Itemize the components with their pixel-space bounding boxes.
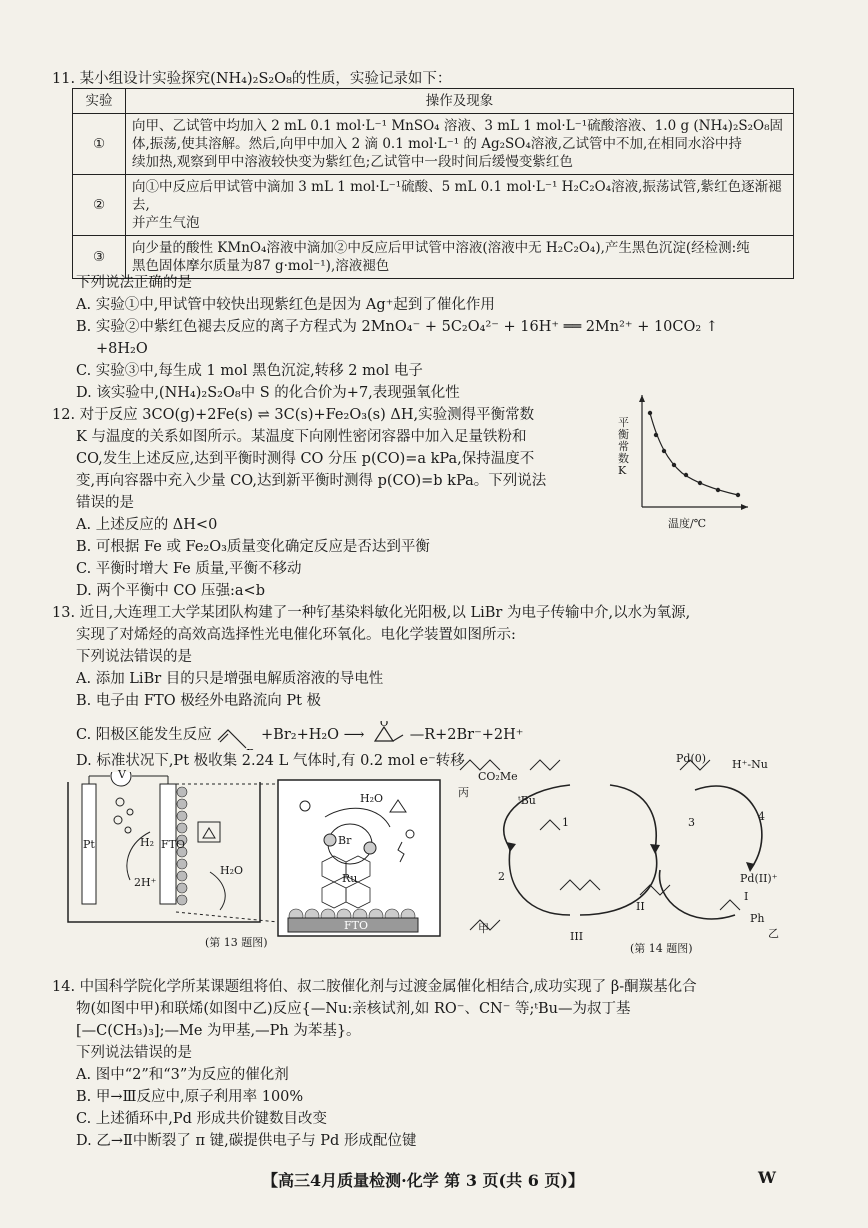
label-roman-2: II [636,900,645,913]
q13-option-c-eq2: —R+2Br⁻+2H⁺ [409,727,524,743]
data-point [672,463,676,467]
q11-prompt: 下列说法正确的是 [76,275,192,291]
row-text [126,114,794,175]
q14-option-b: B. 甲→Ⅲ反应中,原子利用率 100% [76,1089,304,1105]
row-line: 体,振荡,使其溶解。然后,向甲中加入 2 滴 0.1 mol·L⁻¹ 的 Ag₂SO₄溶液,乙试管中不加,在相同水浴中持 [132,136,742,152]
row-line: 续加热,观察到甲中溶液较快变为紫红色;乙试管中一段时间后缓慢变紫红色 [132,154,573,170]
br-label: Br [338,834,352,847]
data-point [654,433,658,437]
q13-line: 下列说法错误的是 [76,649,192,665]
label-pd2: Pd(II)⁺ [740,872,778,885]
step-4: 4 [758,810,765,823]
fto-bottom-label: FTO [344,919,368,932]
q11-table [72,88,794,279]
row-no: ① [73,114,126,175]
q13-option-c-text: C. 阳极区能发生反应 [76,727,212,743]
row-line: 黑色固体摩尔质量为87 g·mol⁻¹),溶液褪色 [132,258,390,274]
label-jia: 甲 [478,922,489,935]
label-tbu: ᵗBu [518,794,536,807]
alkene-structure [216,720,256,750]
label-ph: Ph [750,912,765,925]
q14-line: 下列说法错误的是 [76,1045,192,1061]
q14-line: 物(如图中甲)和联烯(如图中乙)反应{—Nu:亲核试剂,如 RO⁻、CN⁻ 等;ᵗBu—为叔丁基 [76,1001,631,1017]
footer-mark: W [758,1168,776,1187]
h2o-label: H₂O [220,864,244,877]
q13-figure [60,768,445,949]
k-vs-t-graph [620,395,750,530]
row-line: 并产生气泡 [132,215,200,231]
q12-line: 12. 对于反应 3CO(g)+2Fe(s) ⇌ 3C(s)+Fe₂O₃(s) ΔH,实验测得平衡常数 [52,407,535,423]
table-row [73,175,794,236]
q13-option-b: B. 电子由 FTO 极经外电路流向 Pt 极 [76,693,322,709]
table-header-no: 实验 [73,89,126,114]
q11-stem: 11. 某小组设计实验探究(NH₄)₂S₂O₈的性质，实验记录如下： [52,71,452,87]
figure-14-caption: (第 14 题图) [630,942,693,955]
epoxide-structure [369,721,405,749]
table-row [73,114,794,175]
q11-option-b: B. 实验②中紫红色褪去反应的离子方程式为 2MnO₄⁻ + 5C₂O₄²⁻ + 16H⁺ ══ 2Mn²⁺ + 10CO₂ ↑ [76,319,718,335]
step-1: 1 [562,816,569,829]
q13-option-d: D. 标准状况下,Pt 极收集 2.24 L 气体时,有 0.2 mol e⁻转移 [76,753,465,769]
q13-line: 实现了对烯烃的高效高选择性光电催化环氧化。电化学装置如图所示: [76,627,516,643]
q13-option-c-eq: +Br₂+H₂O ⟶ [261,727,365,743]
data-point [736,493,740,497]
q14-line: 14. 中国科学院化学所某课题组将伯、叔二胺催化剂与过渡金属催化相结合,成功实现了 β-酮羰基化合 [52,979,697,995]
row-no: ③ [73,236,126,279]
ru-label: Ru [342,872,358,885]
label-co2me: CO₂Me [478,770,518,783]
q12-line: 错误的是 [76,495,134,511]
data-point [662,449,666,453]
pt-label: Pt [83,838,95,851]
label-roman-1: I [744,890,749,903]
q11-option-b-cont: +8H₂O [96,341,148,357]
h-plus-label: 2H⁺ [134,876,157,889]
q14-option-c: C. 上述循环中,Pd 形成共价键数目改变 [76,1111,328,1127]
h2o-label-2: H₂O [360,792,384,805]
q12-line: K 与温度的关系如图所示。某温度下向刚性密闭容器中加入足量铁粉和 [76,429,527,445]
q14-option-d: D. 乙→Ⅱ中断裂了 π 键,碳提供电子与 Pd 形成配位键 [76,1133,417,1149]
svg-text:O: O [380,721,389,729]
voltmeter-label: V [118,768,126,781]
q11-option-d: D. 该实验中,(NH₄)₂S₂O₈中 S 的化合价为+7,表现强氧化性 [76,385,460,401]
q12-option-c: C. 平衡时增大 Fe 质量,平衡不移动 [76,561,302,577]
q14-figure [450,730,795,965]
step-3: 3 [688,816,695,829]
row-line: 向①中反应后甲试管中滴加 3 mL 1 mol·L⁻¹硫酸、5 mL 0.1 mol·L⁻¹ H₂C₂O₄溶液,振荡试管,紫红色逐渐褪去, [132,179,782,213]
q12-option-a: A. 上述反应的 ΔH<0 [76,517,218,533]
k-curve [650,413,738,495]
electrochem-cell-diagram [60,772,445,947]
q14-line: [—C(CH₃)₃];—Me 为甲基,—Ph 为苯基}。 [76,1023,361,1039]
step-2: 2 [498,870,505,883]
q13-option-a: A. 添加 LiBr 目的只是增强电解质溶液的导电性 [76,671,384,687]
table-row [73,236,794,279]
fto-label: FTO [161,838,185,851]
q12-option-b: B. 可根据 Fe 或 Fe₂O₃质量变化确定反应是否达到平衡 [76,539,430,555]
data-point [648,411,652,415]
figure-13-caption: (第 13 题图) [205,936,268,949]
data-point [698,481,702,485]
label-yi: 乙 [768,927,779,940]
label-roman-3: III [570,930,584,943]
q11-option-a: A. 实验①中,甲试管中较快出现紫红色是因为 Ag⁺起到了催化作用 [76,297,495,313]
svg-text:R [246,747,256,750]
row-line: 向少量的酸性 KMnO₄溶液中滴加②中反应后甲试管中溶液(溶液中无 H₂C₂O₄),产生黑色沉淀(经检测:纯 [132,240,750,256]
label-pd0: Pd(0) [676,752,707,765]
row-text [126,175,794,236]
x-arrow [741,504,748,510]
q12-graph [620,395,750,530]
table-header-op: 操作及现象 [126,89,794,114]
y-arrow [639,395,645,402]
q11-option-c: C. 实验③中,每生成 1 mol 黑色沉淀,转移 2 mol 电子 [76,363,423,379]
row-line: 向甲、乙试管中均加入 2 mL 0.1 mol·L⁻¹ MnSO₄ 溶液、3 mL 1 mol·L⁻¹硫酸溶液、1.0 g (NH₄)₂S₂O₈固 [132,118,783,134]
data-point [716,488,720,492]
row-text [126,236,794,279]
table-header-row [73,89,794,114]
q14-option-a: A. 图中“2”和“3”为反应的催化剂 [76,1067,289,1083]
label-bing: 丙 [458,786,469,799]
row-no: ② [73,175,126,236]
label-hnu: H⁺-Nu [732,758,768,771]
footer-text: 【高三4月质量检测·化学 第 3 页(共 6 页)】 [262,1171,584,1190]
q12-line: CO,发生上述反应,达到平衡时测得 CO 分压 p(CO)=a kPa,保持温度不 [76,451,535,467]
h2-label: H₂ [140,836,155,849]
q13-line: 13. 近日,大连理工大学某团队构建了一种钌基染料敏化光阳极,以 LiBr 为电子传输中介,以水为氧源, [52,605,691,621]
q12-line: 变,再向容器中充入少量 CO,达到新平衡时测得 p(CO)=b kPa。下列说法 [76,473,547,489]
data-point [684,473,688,477]
q12-option-d: D. 两个平衡中 CO 压强:a<b [76,583,265,599]
graph-y-label: 平衡常数K [618,416,629,477]
graph-x-label: 温度/℃ [668,517,707,530]
